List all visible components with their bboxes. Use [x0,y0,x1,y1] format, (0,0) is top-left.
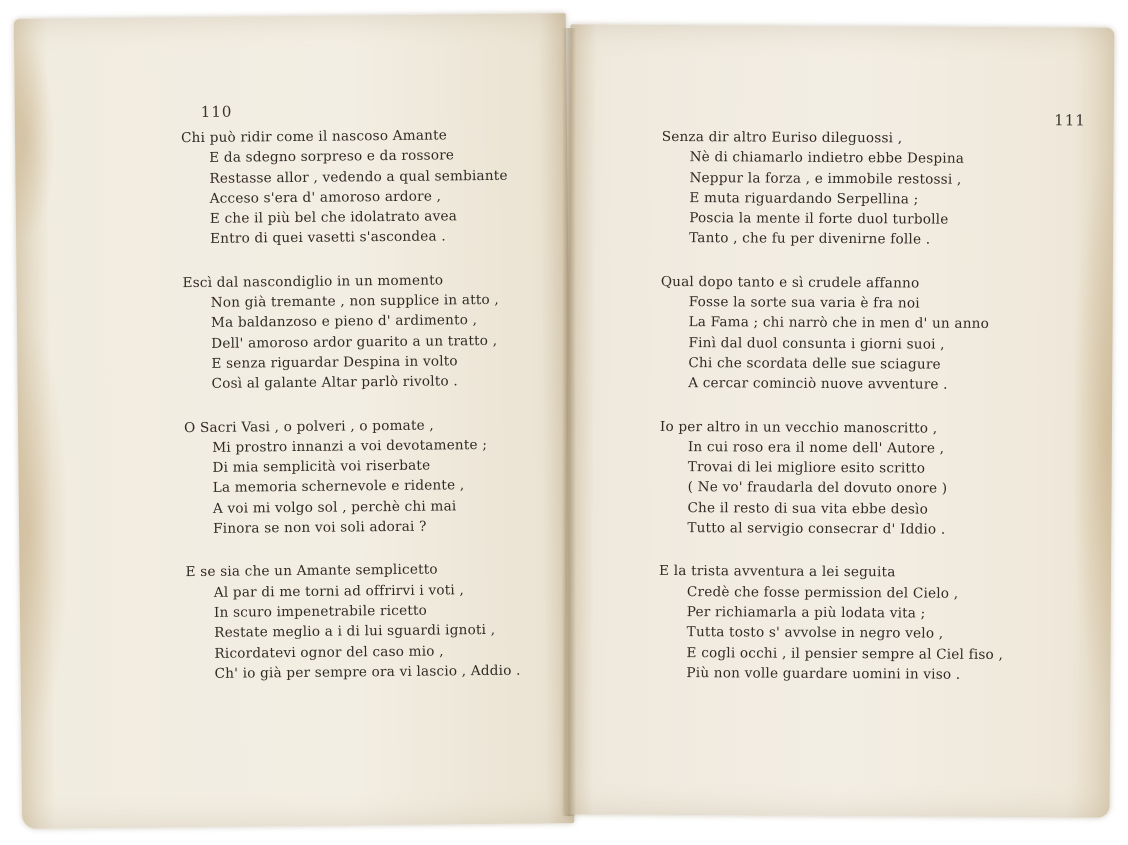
verse-line: In cui roso era il nome dell' Autore , [687,438,945,457]
verse-line: Mi prostro innanzi a voi devotamente ; [212,436,488,456]
page-number-right: 111 [1054,111,1086,130]
verse-line: Tutta tosto s' avvolse in negro velo , [686,624,944,642]
verse-line: Non già tremante , non supplice in atto , [210,291,499,311]
stanza [661,127,1082,251]
stanza [658,561,1079,685]
verse-line: Restate meglio a i di lui sguardi ignoti , [214,622,496,642]
verse-line: Per richiamarla a più lodata vita ; [686,604,926,622]
verse-line: E senza riguardar Despina in volto [211,353,458,372]
stanza [660,272,1081,396]
right-page-text [658,127,1082,709]
verse-line: Neppur la forza , e immobile restossi , [689,169,962,188]
verse-line: A cercar cominciò nuove avventure . [688,375,948,393]
verse-line: Fosse la sorte sua varia è fra noi [688,294,920,312]
verse-line: Chi può ridir come il nascoso Amante [180,127,448,147]
verse-line: Di mia semplicità voi riserbate [212,457,431,477]
verse-line: Ch' io già per sempre ora vi lascio , Addio . [214,662,521,682]
verse-line: Chi che scordata delle sue sciagure [688,355,941,373]
verse-line: Finì dal duol consunta i giorni suoi , [688,334,945,353]
verse-line: Entro di quei vasetti s'ascondea . [210,228,446,248]
verse-line: O Sacri Vasi , o polveri , o pomate , [183,417,434,436]
stanza [184,414,565,540]
verse-line: E da sdegno sorpreso e da rossore [209,147,455,167]
book-gutter [562,28,576,816]
verse-line: Tutto al servigio consecrar d' Iddio . [687,520,946,538]
stanza [181,124,562,250]
verse-line: Acceso s'era d' amoroso ardore , [209,188,442,207]
stanza [659,416,1080,540]
verse-line: Così al galante Altar parlò rivolto . [211,373,458,393]
verse-line: ( Ne vo' fraudarla del dovuto onore ) [687,479,948,498]
verse-line: Ricordatevi ognor del caso mio , [214,642,444,662]
verse-line: Senza dir altro Euriso dileguossi , [661,128,903,147]
verse-line: La memoria schernevole e ridente , [212,477,465,497]
verse-line: Tanto , che fu per divenirne folle . [689,230,931,249]
verse-line: A voi mi volgo sol , perchè chi mai [212,498,457,517]
verse-line: Escì dal nascondiglio in un momento [182,272,444,291]
verse-line: Al par di me torni ad offrirvi i voti , [213,581,465,601]
right-page [566,24,1115,817]
verse-line: Io per altro in un vecchio manoscritto , [659,418,938,437]
verse-line: E che il più bel che idolatrato avea [209,208,458,228]
verse-line: Trovai di lei migliore esito scritto [687,459,926,477]
left-page [14,13,574,829]
verse-line: Qual dopo tanto e sì crudele affanno [660,273,920,292]
verse-line: Che il resto di sua vita ebbe desìo [687,499,929,518]
stanza [182,269,563,395]
verse-line: Dell' amoroso ardor guarito a un tratto , [211,332,498,352]
page-number-left: 110 [200,102,233,121]
verse-line: Finora se non voi soli adorai ? [213,518,427,537]
verse-line: Restasse allor , vedendo a qual sembiante [209,167,508,187]
verse-line: Credè che fosse permission del Cielo , [686,583,959,602]
verse-line: E muta riguardando Serpellina ; [689,189,919,208]
verse-line: Nè di chiamarlo indietro ebbe Despina [689,149,965,168]
left-page-text [181,124,567,707]
verse-line: In scuro impenetrabile ricetto [213,602,428,621]
verse-line: Poscia la mente il forte duol turbolle [689,210,949,228]
verse-line: E cogli occhi , il pensier sempre al Ciel fiso , [686,644,1004,663]
verse-line: Più non volle guardare uomini in viso . [686,664,961,683]
verse-line: La Fama ; chi narrò che in men d' un anno [688,314,990,333]
verse-line: E la trista avventura a lei seguita [659,563,896,581]
stanza [185,559,566,685]
verse-line: Ma baldanzoso e pieno d' ardimento , [210,312,478,332]
verse-line: E se sia che un Amante semplicetto [185,561,438,581]
